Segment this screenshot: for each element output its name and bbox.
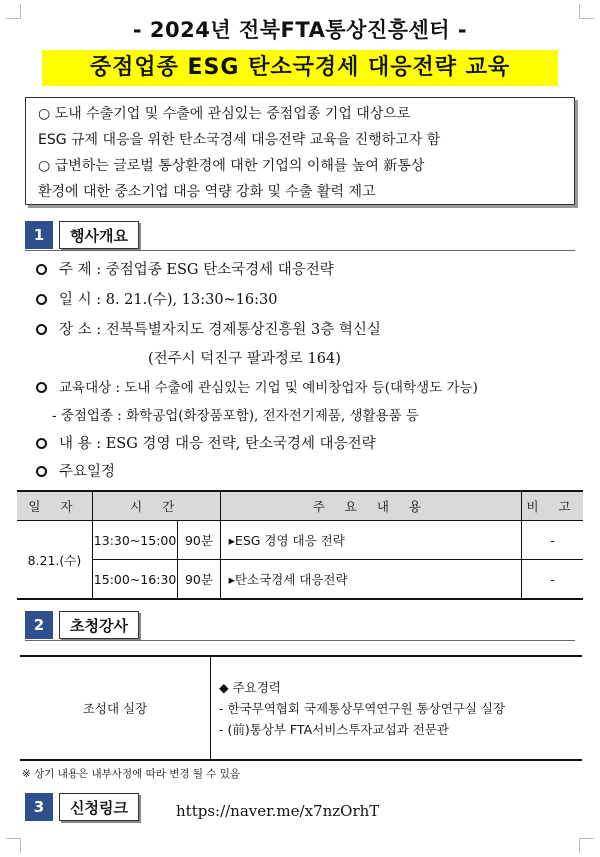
career-item: - (前)통상부 FTA서비스투자교섭과 전문관 bbox=[219, 721, 449, 737]
schedule-table bbox=[17, 490, 583, 600]
intro-line: ○ 도내 수출기업 및 수출에 관심있는 중점업종 기업 대상으로 bbox=[38, 106, 411, 122]
circle-bullet-icon bbox=[36, 294, 47, 305]
section-header-link bbox=[25, 793, 139, 821]
section-number: 1 bbox=[25, 221, 53, 249]
career-heading: ◆ 주요경력 bbox=[219, 679, 281, 695]
intro-line: ESG 규제 대응을 위한 탄소국경세 대응전략 교육을 진행하고자 함 bbox=[38, 132, 441, 148]
table-row bbox=[17, 560, 583, 600]
table-header-row bbox=[17, 491, 583, 521]
schedule-time: 15:00~16:30 bbox=[92, 560, 178, 600]
table-header: 일 자 bbox=[17, 491, 92, 521]
overview-item-content: 내 용 : ESG 경영 대응 전략, 탄소국경세 대응전략 bbox=[36, 432, 376, 453]
circle-bullet-icon bbox=[36, 382, 47, 393]
overview-item-place: 장 소 : 전북특별자치도 경제통상진흥원 3층 혁신실 bbox=[36, 318, 381, 339]
circle-bullet-icon bbox=[36, 264, 47, 275]
registration-link[interactable]: https://naver.me/x7nzOrhT bbox=[176, 802, 380, 820]
crop-mark bbox=[6, 838, 21, 853]
speaker-name: 조성대 실장 bbox=[20, 656, 211, 760]
section-title: 초청강사 bbox=[59, 611, 139, 639]
schedule-duration: 90분 bbox=[178, 521, 220, 560]
schedule-note: - bbox=[522, 521, 583, 560]
section-header-overview bbox=[25, 221, 139, 249]
table-header: 시 간 bbox=[92, 491, 220, 521]
crop-mark bbox=[579, 838, 594, 853]
overview-item-subject: 주 제 : 중점업종 ESG 탄소국경세 대응전략 bbox=[36, 258, 334, 279]
table-header: 비 고 bbox=[522, 491, 583, 521]
circle-bullet-icon bbox=[36, 466, 47, 477]
table-row bbox=[20, 656, 582, 760]
section-number: 3 bbox=[25, 793, 53, 821]
schedule-time: 13:30~15:00 bbox=[92, 521, 178, 560]
section-header-speaker bbox=[25, 611, 139, 639]
section-title: 신청링크 bbox=[59, 793, 139, 821]
intro-box bbox=[25, 97, 575, 205]
table-header: 주 요 내 용 bbox=[220, 491, 521, 521]
section-divider bbox=[25, 250, 575, 251]
section-divider bbox=[25, 640, 575, 641]
intro-line: 환경에 대한 중소기업 대응 역량 강화 및 수출 활력 제고 bbox=[38, 184, 376, 200]
overview-item-schedule: 주요일정 bbox=[36, 460, 115, 481]
speaker-career bbox=[211, 656, 583, 760]
schedule-content: ▸ESG 경영 대응 전략 bbox=[220, 521, 521, 560]
circle-bullet-icon bbox=[36, 438, 47, 449]
overview-item-industry: - 중점업종 : 화학공업(화장품포함), 전자전기제품, 생활용품 등 bbox=[52, 408, 419, 424]
career-item: - 한국무역협회 국제통상무역연구원 통상연구실 실장 bbox=[219, 700, 506, 716]
overview-item-target: 교육대상 : 도내 수출에 관심있는 기업 및 예비창업자 등(대학생도 가능) bbox=[36, 376, 478, 396]
intro-line: ○ 급변하는 글로벌 통상환경에 대한 기업의 이해를 높여 新통상 bbox=[38, 158, 425, 174]
page-subtitle: - 2024년 전북FTA통상진흥센터 - bbox=[132, 18, 468, 42]
speaker-table bbox=[20, 655, 582, 761]
circle-bullet-icon bbox=[36, 324, 47, 335]
notice-text: ※ 상기 내용은 내부사정에 따라 변경 될 수 있음 bbox=[22, 768, 241, 780]
schedule-duration: 90분 bbox=[178, 560, 220, 600]
table-row bbox=[17, 521, 583, 560]
overview-item-datetime: 일 시 : 8. 21.(수), 13:30~16:30 bbox=[36, 288, 278, 309]
section-title: 행사개요 bbox=[59, 221, 139, 249]
overview-item-address: (전주시 덕진구 팔과정로 164) bbox=[148, 351, 341, 367]
schedule-date: 8.21.(수) bbox=[17, 521, 92, 600]
schedule-content: ▸탄소국경세 대응전략 bbox=[220, 560, 521, 600]
page-title: 중점업종 ESG 탄소국경세 대응전략 교육 bbox=[42, 50, 558, 86]
schedule-note: - bbox=[522, 560, 583, 600]
section-number: 2 bbox=[25, 611, 53, 639]
